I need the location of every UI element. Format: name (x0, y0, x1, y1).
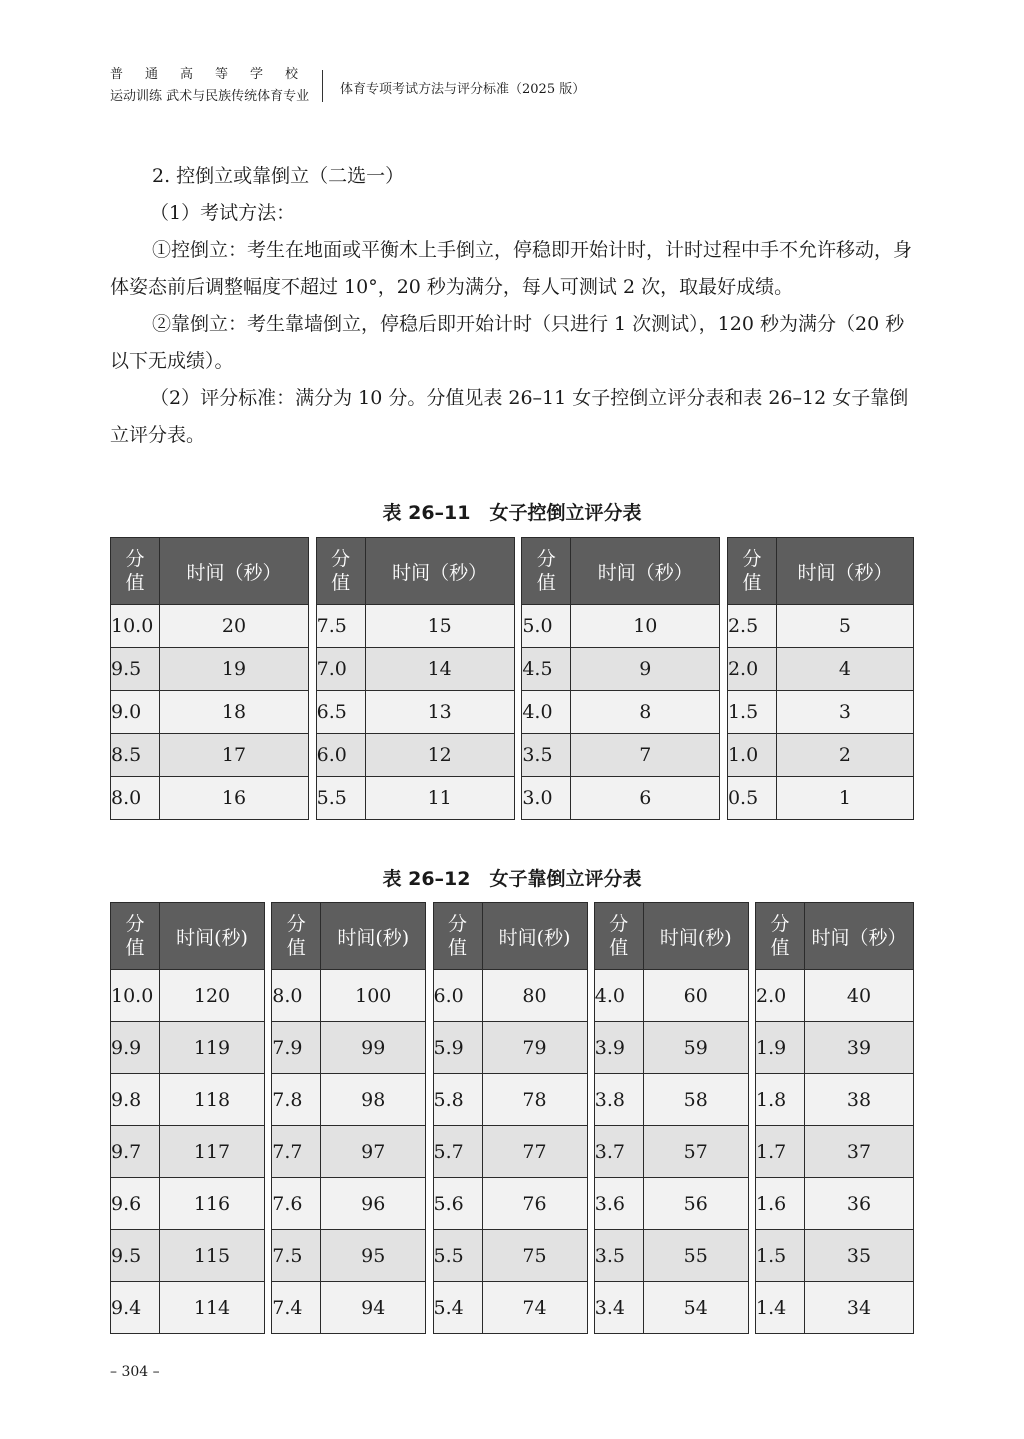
score-cell: 9.8 (111, 1074, 160, 1126)
table-row (272, 1178, 426, 1230)
table-row (433, 1230, 587, 1282)
table2-block-2 (271, 902, 426, 1334)
score-cell: 1.8 (756, 1074, 805, 1126)
score-cell: 3.5 (594, 1230, 643, 1282)
table-header-row (756, 903, 914, 970)
score-cell: 7.5 (272, 1230, 321, 1282)
score-cell: 1.9 (756, 1022, 805, 1074)
table-row (433, 970, 587, 1022)
time-cell: 35 (805, 1230, 914, 1282)
time-cell: 55 (643, 1230, 748, 1282)
header-line2: 运动训练 武术与民族传统体育专业 (110, 89, 310, 104)
table-row (756, 1074, 914, 1126)
table-row (756, 1126, 914, 1178)
time-header: 时间(秒) (321, 903, 426, 970)
score-header (433, 903, 482, 970)
time-cell: 40 (805, 970, 914, 1022)
time-cell: 2 (776, 734, 913, 777)
time-cell: 4 (776, 648, 913, 691)
table-row (522, 777, 720, 820)
score-header-char2: 值 (286, 937, 306, 959)
time-cell: 16 (160, 777, 309, 820)
table-row (756, 1230, 914, 1282)
score-header-char2: 值 (770, 937, 790, 959)
table-row (111, 1178, 265, 1230)
time-cell: 99 (321, 1022, 426, 1074)
table-row (433, 1126, 587, 1178)
table1-block-3 (521, 537, 720, 820)
score-cell: 4.0 (594, 970, 643, 1022)
time-cell: 100 (321, 970, 426, 1022)
time-cell: 9 (571, 648, 720, 691)
score-cell: 1.6 (756, 1178, 805, 1230)
score-header-char2: 值 (742, 572, 762, 594)
score-cell: 5.5 (316, 777, 365, 820)
score-cell: 8.0 (272, 970, 321, 1022)
table-row (727, 691, 913, 734)
score-header (316, 538, 365, 605)
table-header-row (727, 538, 913, 605)
table2-block-4 (594, 902, 749, 1334)
time-cell: 12 (365, 734, 514, 777)
score-cell: 2.0 (756, 970, 805, 1022)
body-text (110, 158, 916, 454)
table-header-row (594, 903, 748, 970)
table-row (756, 970, 914, 1022)
score-cell: 10.0 (111, 605, 160, 648)
time-cell: 116 (160, 1178, 265, 1230)
score-cell: 7.8 (272, 1074, 321, 1126)
score-cell: 3.9 (594, 1022, 643, 1074)
table-row (727, 777, 913, 820)
table-row (522, 605, 720, 648)
time-cell: 14 (365, 648, 514, 691)
table-row (111, 691, 309, 734)
table-row (727, 734, 913, 777)
time-header: 时间（秒） (805, 903, 914, 970)
time-cell: 120 (160, 970, 265, 1022)
score-header-char1: 分 (447, 913, 467, 935)
table-row (272, 1126, 426, 1178)
time-cell: 60 (643, 970, 748, 1022)
score-header (111, 538, 160, 605)
time-cell: 3 (776, 691, 913, 734)
table-row (522, 648, 720, 691)
time-cell: 80 (482, 970, 587, 1022)
table2-caption: 表 26–12 女子靠倒立评分表 (382, 868, 642, 890)
table-row (594, 1074, 748, 1126)
score-header-char2: 值 (609, 937, 629, 959)
table-row (111, 777, 309, 820)
time-header: 时间(秒) (160, 903, 265, 970)
time-cell: 37 (805, 1126, 914, 1178)
score-cell: 5.8 (433, 1074, 482, 1126)
time-cell: 13 (365, 691, 514, 734)
score-cell: 6.0 (316, 734, 365, 777)
table-row (272, 970, 426, 1022)
score-cell: 7.6 (272, 1178, 321, 1230)
score-cell: 1.0 (727, 734, 776, 777)
score-cell: 5.5 (433, 1230, 482, 1282)
time-cell: 78 (482, 1074, 587, 1126)
scoring-standard: （2）评分标准：满分为 10 分。分值见表 26–11 女子控倒立评分表和表 26–12 女子靠倒立评分表。 (110, 387, 909, 446)
time-header: 时间(秒) (643, 903, 748, 970)
score-cell: 3.5 (522, 734, 571, 777)
table-row (433, 1074, 587, 1126)
table-row (111, 970, 265, 1022)
time-cell: 1 (776, 777, 913, 820)
table-row (316, 777, 514, 820)
method-title: （1）考试方法： (150, 202, 296, 224)
time-cell: 115 (160, 1230, 265, 1282)
score-header-char1: 分 (125, 913, 145, 935)
table-row (727, 605, 913, 648)
table-row (756, 1178, 914, 1230)
time-cell: 10 (571, 605, 720, 648)
time-cell: 119 (160, 1022, 265, 1074)
time-cell: 74 (482, 1282, 587, 1334)
score-cell: 3.6 (594, 1178, 643, 1230)
table1-control-handstand (110, 537, 914, 820)
score-cell: 6.5 (316, 691, 365, 734)
score-header-char1: 分 (125, 548, 145, 570)
header-line1: 普通高等学校 (110, 67, 321, 82)
score-header-char1: 分 (609, 913, 629, 935)
time-cell: 97 (321, 1126, 426, 1178)
table-row (316, 734, 514, 777)
method-control-handstand: ①控倒立：考生在地面或平衡木上手倒立，停稳即开始计时，计时过程中手不允许移动，身体姿态前后调整幅度不超过 10°，20 秒为满分，每人可测试 2 次，取最好成绩。 (110, 239, 913, 298)
score-cell: 4.0 (522, 691, 571, 734)
table-row (111, 1230, 265, 1282)
score-header-char1: 分 (770, 913, 790, 935)
score-header-char2: 值 (447, 937, 467, 959)
table-row (594, 1022, 748, 1074)
score-cell: 9.5 (111, 648, 160, 691)
table-header-row (272, 903, 426, 970)
score-header (272, 903, 321, 970)
score-cell: 5.6 (433, 1178, 482, 1230)
time-cell: 114 (160, 1282, 265, 1334)
header-left (110, 66, 320, 106)
table-row (316, 648, 514, 691)
table-row (272, 1022, 426, 1074)
table-row (594, 970, 748, 1022)
table-row (594, 1282, 748, 1334)
time-cell: 76 (482, 1178, 587, 1230)
time-cell: 77 (482, 1126, 587, 1178)
table2-block-1 (110, 902, 265, 1334)
time-header: 时间(秒) (482, 903, 587, 970)
table-row (433, 1282, 587, 1334)
score-cell: 2.0 (727, 648, 776, 691)
score-header (756, 903, 805, 970)
section-heading: 2. 控倒立或靠倒立（二选一） (152, 165, 405, 187)
page-number: – 304 – (110, 1364, 160, 1380)
table-row (272, 1230, 426, 1282)
score-cell: 3.7 (594, 1126, 643, 1178)
table-row (111, 1126, 265, 1178)
score-cell: 5.9 (433, 1022, 482, 1074)
score-cell: 1.4 (756, 1282, 805, 1334)
time-cell: 8 (571, 691, 720, 734)
table-header-row (111, 903, 265, 970)
table-row (594, 1178, 748, 1230)
score-cell: 5.0 (522, 605, 571, 648)
table-row (594, 1230, 748, 1282)
score-header-char1: 分 (536, 548, 556, 570)
score-header-char2: 值 (125, 937, 145, 959)
table1-block-1 (110, 537, 309, 820)
score-cell: 1.7 (756, 1126, 805, 1178)
score-cell: 9.4 (111, 1282, 160, 1334)
time-cell: 5 (776, 605, 913, 648)
score-cell: 3.0 (522, 777, 571, 820)
table-row (727, 648, 913, 691)
score-cell: 7.5 (316, 605, 365, 648)
time-cell: 39 (805, 1022, 914, 1074)
score-cell: 9.5 (111, 1230, 160, 1282)
table-row (316, 605, 514, 648)
table-row (111, 1074, 265, 1126)
time-cell: 94 (321, 1282, 426, 1334)
time-cell: 57 (643, 1126, 748, 1178)
time-cell: 18 (160, 691, 309, 734)
table-row (522, 734, 720, 777)
score-cell: 8.5 (111, 734, 160, 777)
score-cell: 7.9 (272, 1022, 321, 1074)
score-header (727, 538, 776, 605)
score-cell: 1.5 (756, 1230, 805, 1282)
table-header-row (522, 538, 720, 605)
time-cell: 11 (365, 777, 514, 820)
time-header: 时间（秒） (160, 538, 309, 605)
score-cell: 8.0 (111, 777, 160, 820)
table1-block-2 (316, 537, 515, 820)
table-row (111, 1022, 265, 1074)
table-header-row (433, 903, 587, 970)
table-row (111, 1282, 265, 1334)
score-header-char1: 分 (742, 548, 762, 570)
time-cell: 38 (805, 1074, 914, 1126)
table-row (316, 691, 514, 734)
header-divider (322, 70, 323, 102)
time-cell: 54 (643, 1282, 748, 1334)
time-cell: 59 (643, 1022, 748, 1074)
time-cell: 36 (805, 1178, 914, 1230)
header-right: 体育专项考试方法与评分标准（2025 版） (340, 82, 586, 97)
table2-block-5 (755, 902, 914, 1334)
score-cell: 0.5 (727, 777, 776, 820)
table-row (111, 734, 309, 777)
score-cell: 9.9 (111, 1022, 160, 1074)
time-cell: 117 (160, 1126, 265, 1178)
score-cell: 3.8 (594, 1074, 643, 1126)
time-cell: 6 (571, 777, 720, 820)
score-cell: 5.7 (433, 1126, 482, 1178)
score-header-char1: 分 (286, 913, 306, 935)
table-row (756, 1282, 914, 1334)
score-header-char2: 值 (331, 572, 351, 594)
table-header-row (111, 538, 309, 605)
time-cell: 118 (160, 1074, 265, 1126)
table-row (433, 1022, 587, 1074)
table-row (272, 1074, 426, 1126)
score-cell: 10.0 (111, 970, 160, 1022)
table-row (272, 1282, 426, 1334)
time-cell: 19 (160, 648, 309, 691)
score-header-char2: 值 (125, 572, 145, 594)
score-header-char2: 值 (536, 572, 556, 594)
time-cell: 17 (160, 734, 309, 777)
method-wall-handstand: ②靠倒立：考生靠墙倒立，停稳后即开始计时（只进行 1 次测试），120 秒为满分（20 秒以下无成绩）。 (110, 313, 905, 372)
score-cell: 9.0 (111, 691, 160, 734)
time-cell: 58 (643, 1074, 748, 1126)
time-cell: 34 (805, 1282, 914, 1334)
table-row (111, 605, 309, 648)
score-cell: 3.4 (594, 1282, 643, 1334)
score-header (111, 903, 160, 970)
time-header: 时间（秒） (776, 538, 913, 605)
score-header (522, 538, 571, 605)
time-header: 时间（秒） (571, 538, 720, 605)
score-cell: 7.4 (272, 1282, 321, 1334)
time-header: 时间（秒） (365, 538, 514, 605)
score-cell: 4.5 (522, 648, 571, 691)
score-header (594, 903, 643, 970)
score-cell: 5.4 (433, 1282, 482, 1334)
table-row (433, 1178, 587, 1230)
table-row (522, 691, 720, 734)
time-cell: 7 (571, 734, 720, 777)
time-cell: 15 (365, 605, 514, 648)
score-cell: 1.5 (727, 691, 776, 734)
score-cell: 9.7 (111, 1126, 160, 1178)
time-cell: 75 (482, 1230, 587, 1282)
table2-block-3 (433, 902, 588, 1334)
score-cell: 6.0 (433, 970, 482, 1022)
table2-wall-handstand (110, 902, 914, 1334)
score-cell: 7.0 (316, 648, 365, 691)
time-cell: 96 (321, 1178, 426, 1230)
score-cell: 7.7 (272, 1126, 321, 1178)
table-row (756, 1022, 914, 1074)
table-row (594, 1126, 748, 1178)
time-cell: 56 (643, 1178, 748, 1230)
table-header-row (316, 538, 514, 605)
time-cell: 79 (482, 1022, 587, 1074)
score-header-char1: 分 (331, 548, 351, 570)
score-cell: 9.6 (111, 1178, 160, 1230)
table1-block-4 (727, 537, 914, 820)
time-cell: 95 (321, 1230, 426, 1282)
time-cell: 20 (160, 605, 309, 648)
table-row (111, 648, 309, 691)
table1-caption: 表 26–11 女子控倒立评分表 (382, 502, 642, 524)
score-cell: 2.5 (727, 605, 776, 648)
time-cell: 98 (321, 1074, 426, 1126)
